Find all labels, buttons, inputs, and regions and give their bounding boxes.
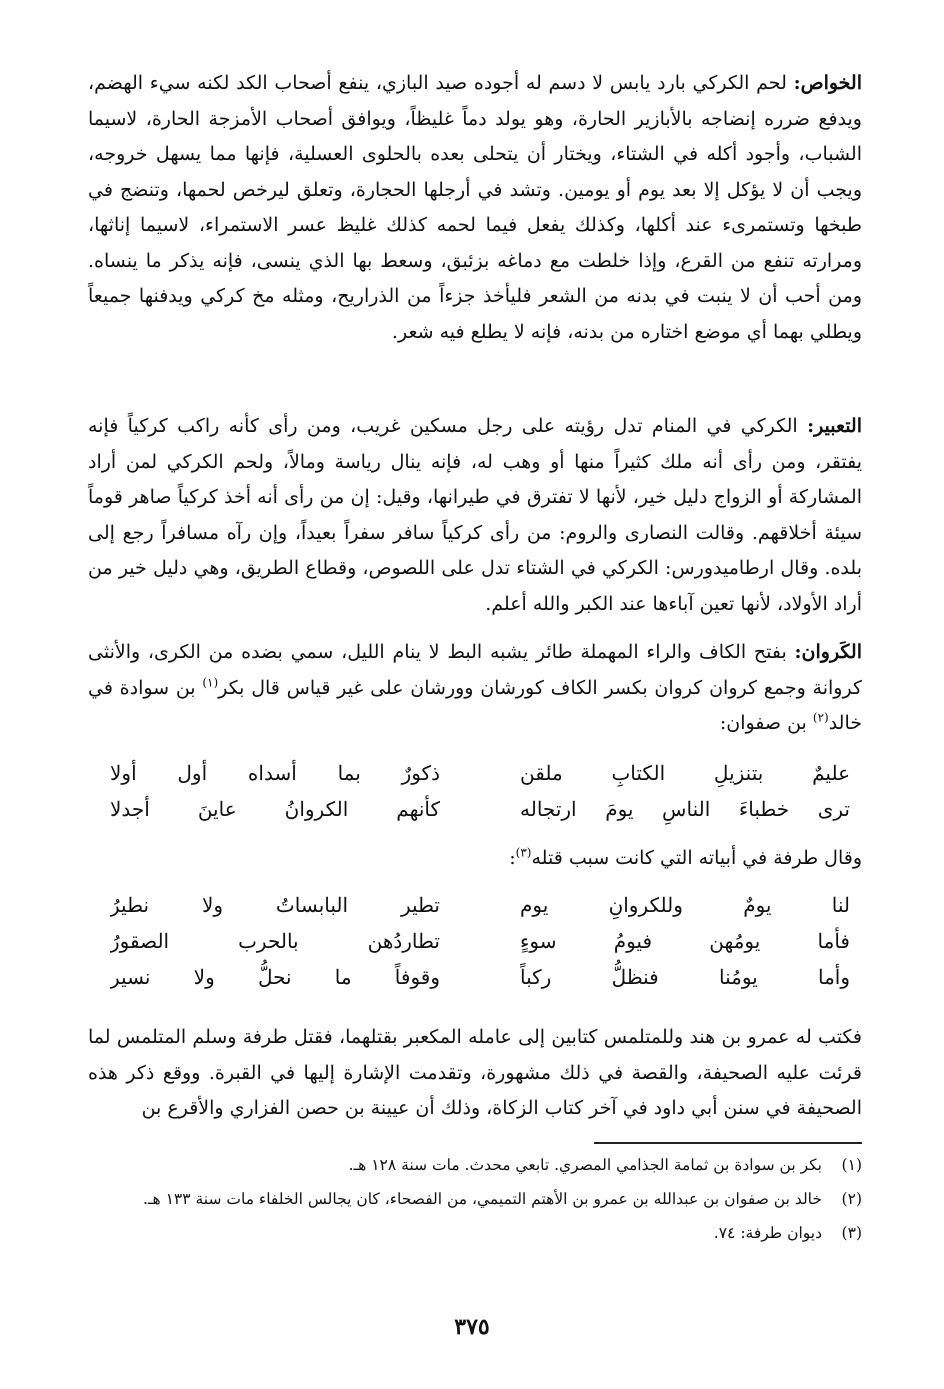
footnote-text: خالد بن صفوان بن عبدالله بن عمرو بن الأهتم التميمي، من الفصحاء، كان يجالس الخلفاء مات سنة ١٣٣ هـ. [142, 1190, 822, 1208]
paragraph-sahifa [88, 1020, 862, 1127]
footnote-number: (١) [841, 1156, 862, 1174]
paragraph-text: فكتب له عمرو بن هند وللمتلمس كتابين إلى عامله المكعبر بقتلهما، فقتل طرفة وسلم المتلمس لما قرئت عليه الصحيفة، والقصة في ذلك مشهورة، وتقدمت الإشارة إليها في القبرة. ووقع ذكر هذه الصحيفة في سنن أبي داود في آخر كتاب الزكاة، وذلك أن عيينة بن حصن الفزاري والأقرع بن [88, 1026, 862, 1119]
footnote-divider [594, 1142, 862, 1144]
paragraph-lead: التعبير: [807, 415, 862, 437]
footnote-text: ديوان طرفة: ٧٤. [713, 1224, 822, 1242]
footnotes [88, 1150, 862, 1252]
footnote [88, 1150, 862, 1180]
paragraph-text: الكركي في المنام تدل رؤيته على رجل مسكين غريب، ومن رأى كأنه راكب كركياً فإنه يفتقر، ومن رأى أنه ملك كثيراً منها أو وهب له، فإنه ينال رياسة ومالاً، ولحم الكركي لمن أراد المشاركة أو الزواج دليل خير، لأنها لا تفترق في طيرانها، وقيل: إن من رأى أنه أخذ كركياً صاهر قوماً سيئة أخلاقهم. وقالت النصارى والروم: من رأى كركياً سافر سفراً بعيداً، وإن رآه مسافراً رجع إلى بلده. وقال ارطاميدورس: الكركي في الشتاء تدل على اللصوص، وقطاع الطريق، وهي دليل خير من أراد الأولاد، لأنها تعين آباءها عند الكبر والله أعلم. [88, 415, 862, 615]
poem-verses-1 [110, 755, 850, 827]
verse-line [110, 923, 850, 959]
paragraph-karawan [88, 635, 862, 742]
verse-first-hemistich: فأما يومُهن فيومُ سوءٍ [520, 929, 850, 953]
paragraph-text: لحم الكركي بارد يابس لا دسم له أجوده صيد البازي، ينفع أصحاب الكد لكنه سيء الهضم، ويدفع ضرره إنضاجه بالأبازير الحارة، وهو يولد دماً غليظاً، ويوافق أصحاب الأمزجة الحارة، لاسيما الشباب، وأجود أكله في الشتاء، ويختار أن يتحلى بعده بالحلوى العسلية، فإنها مما يسهل خروجه، ويجب أن لا يؤكل إلا بعد يوم أو يومين. وتشد في أرجلها الحجارة، وتعلق ليرخص لحمها، وتنضج في طبخها وتستمرىء عند أكلها، وكذلك يفعل فيما لحمه كذلك غليظ عسر الاستمراء، لاسيما إناثها، ومرارته تنفع من القرع، وإذا خلطت مع دماغه بزئبق، وسعط بها الذي ينسى، فإنه يذكر ما ينساه. ومن أحب أن لا ينبت في بدنه من الشعر فليأخذ جزءاً من الذراريح، ومثله مخ كركي ويدفنها جميعاً ويطلي بهما أي موضع اختاره من بدنه، فإنه لا يطلع فيه شعر. [88, 72, 862, 343]
poem-verses-2 [110, 887, 850, 995]
verse-first-hemistich: ترى خطباءَ الناسِ يومَ ارتجاله [520, 797, 850, 821]
footnote-ref-1[interactable]: (١) [202, 675, 219, 690]
verse-second-hemistich: كأنهم الكروانُ عاينَ أجدلا [110, 797, 440, 821]
verse-second-hemistich: تطير البابساتُ ولا نطيرُ [110, 893, 440, 917]
verse-line [110, 959, 850, 995]
paragraph-text: بن سوادة في خالد [88, 676, 862, 734]
footnote-number: (٢) [841, 1190, 862, 1208]
footnote [88, 1218, 862, 1248]
footnote-text: بكر بن سوادة بن ثمامة الجذامي المصري. تابعي محدث. مات سنة ١٢٨ هـ. [348, 1156, 822, 1174]
verse-line [110, 791, 850, 827]
paragraph-text: وقال طرفة في أبياته التي كانت سبب قتله [531, 847, 862, 869]
verse-first-hemistich: وأما يومُنا فنظلُّ ركباً [520, 965, 850, 989]
verse-line [110, 755, 850, 791]
verse-second-hemistich: وقوفاً ما نحلُّ ولا نسير [110, 965, 440, 989]
footnote [88, 1184, 862, 1214]
verse-line [110, 887, 850, 923]
verse-first-hemistich: لنا يومٌ وللكروانِ يوم [520, 893, 850, 917]
paragraph-properties [88, 66, 862, 350]
paragraph-tarafa-intro [88, 841, 862, 877]
paragraph-colon: : [509, 847, 516, 869]
verse-second-hemistich: ذكورٌ بما أسداه أول أولا [110, 761, 440, 785]
page-number: ٣٧٥ [454, 1314, 490, 1340]
paragraph-lead: الكَروان: [794, 641, 862, 663]
paragraph-text: بفتح الكاف والراء المهملة طائر يشبه البط لا ينام الليل، سمي بضده من الكرى، والأنثى كروانة وجمع كروان كروان بكسر الكاف كورشان وورشان على غير قياس قال بكر [88, 641, 862, 699]
paragraph-text: بن صفوان: [719, 712, 807, 734]
footnote-ref-2[interactable]: (٢) [812, 710, 829, 725]
footnote-number: (٣) [841, 1224, 862, 1242]
paragraph-lead: الخواص: [793, 72, 862, 94]
verse-first-hemistich: عليمٌ بتنزيلِ الكتابِ ملقن [520, 761, 850, 785]
paragraph-dream-interpretation [88, 409, 862, 622]
verse-second-hemistich: تطاردُهن بالحرب الصقورُ [110, 929, 440, 953]
footnote-ref-3[interactable]: (٣) [515, 845, 532, 860]
